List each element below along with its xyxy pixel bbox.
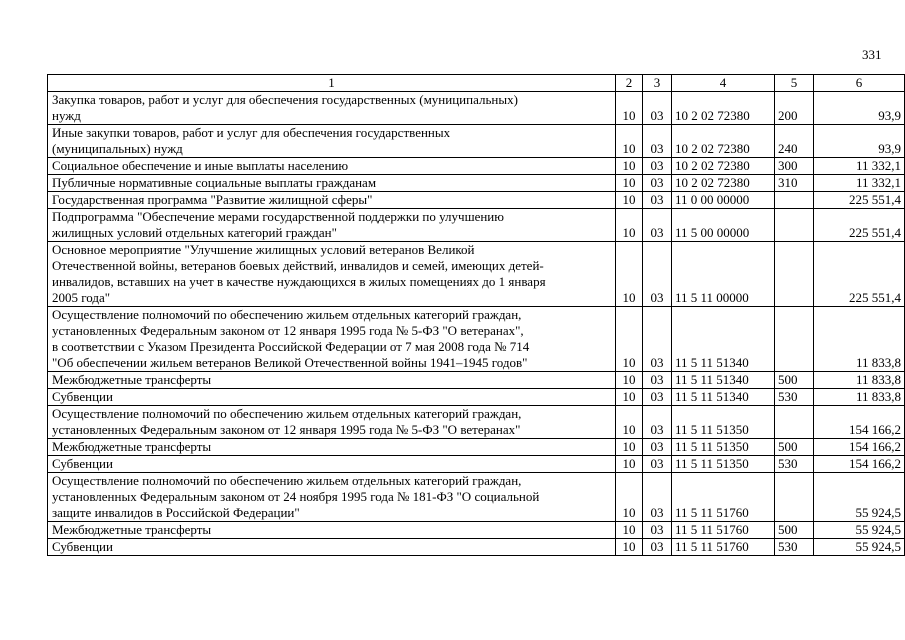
description-line: Осуществление полномочий по обеспечению жильем отдельных категорий граждан, (52, 473, 522, 488)
description-line: Межбюджетные трансферты (52, 522, 212, 537)
amount: 55 924,5 (814, 522, 905, 539)
expense-type-code (775, 192, 814, 209)
target-article-code: 10 2 02 72380 (672, 175, 775, 192)
header-cell: 2 (616, 75, 643, 92)
subsection-code: 03 (643, 92, 672, 125)
description-line: установленных Федеральным законом от 24 ноября 1995 года № 181-ФЗ "О социальной (52, 489, 540, 504)
amount: 55 924,5 (814, 473, 905, 522)
table-row (48, 389, 905, 406)
section-code: 10 (616, 242, 643, 307)
description-line: Осуществление полномочий по обеспечению жильем отдельных категорий граждан, (52, 307, 522, 322)
description-line: Межбюджетные трансферты (52, 439, 212, 454)
description-line: защите инвалидов в Российской Федерации" (52, 505, 300, 520)
table-row (48, 406, 905, 439)
amount: 154 166,2 (814, 456, 905, 473)
row-description (48, 125, 616, 158)
subsection-code: 03 (643, 242, 672, 307)
amount: 11 332,1 (814, 158, 905, 175)
subsection-code: 03 (643, 539, 672, 556)
expense-type-code: 500 (775, 372, 814, 389)
row-description (48, 209, 616, 242)
section-code: 10 (616, 192, 643, 209)
subsection-code: 03 (643, 125, 672, 158)
expense-type-code: 500 (775, 522, 814, 539)
target-article-code: 11 5 11 00000 (672, 242, 775, 307)
row-description (48, 522, 616, 539)
description-line: (муниципальных) нужд (52, 141, 183, 156)
description-line: Закупка товаров, работ и услуг для обеспечения государственных (муниципальных) (52, 92, 518, 107)
section-code: 10 (616, 372, 643, 389)
table-row (48, 242, 905, 307)
row-description (48, 158, 616, 175)
target-article-code: 11 5 00 00000 (672, 209, 775, 242)
header-cell: 1 (48, 75, 616, 92)
target-article-code: 10 2 02 72380 (672, 92, 775, 125)
section-code: 10 (616, 307, 643, 372)
target-article-code: 11 5 11 51760 (672, 539, 775, 556)
expense-type-code: 500 (775, 439, 814, 456)
amount: 225 551,4 (814, 192, 905, 209)
table-row (48, 456, 905, 473)
description-line: Государственная программа "Развитие жилищной сферы" (52, 192, 373, 207)
expense-type-code (775, 473, 814, 522)
expense-type-code: 200 (775, 92, 814, 125)
description-line: Субвенции (52, 389, 113, 404)
row-description (48, 539, 616, 556)
section-code: 10 (616, 92, 643, 125)
target-article-code: 11 5 11 51340 (672, 389, 775, 406)
expense-type-code: 530 (775, 389, 814, 406)
amount: 11 833,8 (814, 307, 905, 372)
expense-type-code: 240 (775, 125, 814, 158)
subsection-code: 03 (643, 522, 672, 539)
target-article-code: 10 2 02 72380 (672, 125, 775, 158)
table-row (48, 439, 905, 456)
amount: 55 924,5 (814, 539, 905, 556)
table-row (48, 372, 905, 389)
row-description (48, 242, 616, 307)
description-line: 2005 года" (52, 290, 111, 305)
description-line: Подпрограмма "Обеспечение мерами государственной поддержки по улучшению (52, 209, 504, 224)
expense-type-code: 530 (775, 539, 814, 556)
description-line: Иные закупки товаров, работ и услуг для обеспечения государственных (52, 125, 451, 140)
section-code: 10 (616, 406, 643, 439)
row-description (48, 473, 616, 522)
section-code: 10 (616, 456, 643, 473)
description-line: инвалидов, вставших на учет в качестве нуждающихся в жилых помещениях до 1 января (52, 274, 546, 289)
section-code: 10 (616, 539, 643, 556)
section-code: 10 (616, 175, 643, 192)
header-cell: 6 (814, 75, 905, 92)
description-line: Субвенции (52, 456, 113, 471)
subsection-code: 03 (643, 175, 672, 192)
amount: 154 166,2 (814, 439, 905, 456)
description-line: "Об обеспечении жильем ветеранов Великой Отечественной войны 1941–1945 годов" (52, 355, 528, 370)
subsection-code: 03 (643, 473, 672, 522)
page-number: 331 (862, 47, 882, 62)
amount: 225 551,4 (814, 209, 905, 242)
table-row (48, 125, 905, 158)
target-article-code: 11 0 00 00000 (672, 192, 775, 209)
row-description (48, 406, 616, 439)
description-line: установленных Федеральным законом от 12 января 1995 года № 5-ФЗ "О ветеранах" (52, 422, 521, 437)
subsection-code: 03 (643, 307, 672, 372)
row-description (48, 307, 616, 372)
subsection-code: 03 (643, 158, 672, 175)
expense-type-code (775, 209, 814, 242)
description-line: Субвенции (52, 539, 113, 554)
amount: 225 551,4 (814, 242, 905, 307)
target-article-code: 11 5 11 51760 (672, 522, 775, 539)
subsection-code: 03 (643, 372, 672, 389)
target-article-code: 11 5 11 51340 (672, 307, 775, 372)
section-code: 10 (616, 209, 643, 242)
amount: 11 833,8 (814, 372, 905, 389)
section-code: 10 (616, 125, 643, 158)
table-row (48, 539, 905, 556)
amount: 93,9 (814, 125, 905, 158)
section-code: 10 (616, 389, 643, 406)
expense-type-code: 530 (775, 456, 814, 473)
description-line: Межбюджетные трансферты (52, 372, 212, 387)
amount: 11 833,8 (814, 389, 905, 406)
description-line: установленных Федеральным законом от 12 января 1995 года № 5-ФЗ "О ветеранах", (52, 323, 524, 338)
description-line: Отечественной войны, ветеранов боевых действий, инвалидов и семей, имеющих детей- (52, 258, 544, 273)
description-line: нужд (52, 108, 81, 123)
table-row (48, 158, 905, 175)
header-cell: 4 (672, 75, 775, 92)
table-row (48, 92, 905, 125)
table-body (48, 92, 905, 556)
target-article-code: 11 5 11 51340 (672, 372, 775, 389)
budget-table (47, 74, 905, 556)
row-description (48, 439, 616, 456)
section-code: 10 (616, 158, 643, 175)
amount: 11 332,1 (814, 175, 905, 192)
description-line: Осуществление полномочий по обеспечению жильем отдельных категорий граждан, (52, 406, 522, 421)
row-description (48, 389, 616, 406)
expense-type-code (775, 242, 814, 307)
table-row (48, 307, 905, 372)
amount: 154 166,2 (814, 406, 905, 439)
description-line: Публичные нормативные социальные выплаты гражданам (52, 175, 377, 190)
row-description (48, 92, 616, 125)
amount: 93,9 (814, 92, 905, 125)
table-row (48, 522, 905, 539)
target-article-code: 10 2 02 72380 (672, 158, 775, 175)
table-row (48, 175, 905, 192)
description-line: Социальное обеспечение и иные выплаты населению (52, 158, 349, 173)
section-code: 10 (616, 473, 643, 522)
table-row (48, 473, 905, 522)
row-description (48, 372, 616, 389)
subsection-code: 03 (643, 456, 672, 473)
subsection-code: 03 (643, 439, 672, 456)
description-line: Основное мероприятие "Улучшение жилищных условий ветеранов Великой (52, 242, 475, 257)
description-line: в соответствии с Указом Президента Российской Федерации от 7 мая 2008 года № 714 (52, 339, 530, 354)
table-row (48, 209, 905, 242)
header-cell: 5 (775, 75, 814, 92)
subsection-code: 03 (643, 389, 672, 406)
expense-type-code (775, 406, 814, 439)
table-header-row (48, 75, 905, 92)
target-article-code: 11 5 11 51350 (672, 439, 775, 456)
row-description (48, 175, 616, 192)
expense-type-code: 300 (775, 158, 814, 175)
table-row (48, 192, 905, 209)
expense-type-code (775, 307, 814, 372)
subsection-code: 03 (643, 406, 672, 439)
row-description (48, 192, 616, 209)
header-cell: 3 (643, 75, 672, 92)
expense-type-code: 310 (775, 175, 814, 192)
target-article-code: 11 5 11 51350 (672, 456, 775, 473)
section-code: 10 (616, 439, 643, 456)
row-description (48, 456, 616, 473)
subsection-code: 03 (643, 192, 672, 209)
target-article-code: 11 5 11 51350 (672, 406, 775, 439)
description-line: жилищных условий отдельных категорий граждан" (52, 225, 337, 240)
section-code: 10 (616, 522, 643, 539)
target-article-code: 11 5 11 51760 (672, 473, 775, 522)
subsection-code: 03 (643, 209, 672, 242)
